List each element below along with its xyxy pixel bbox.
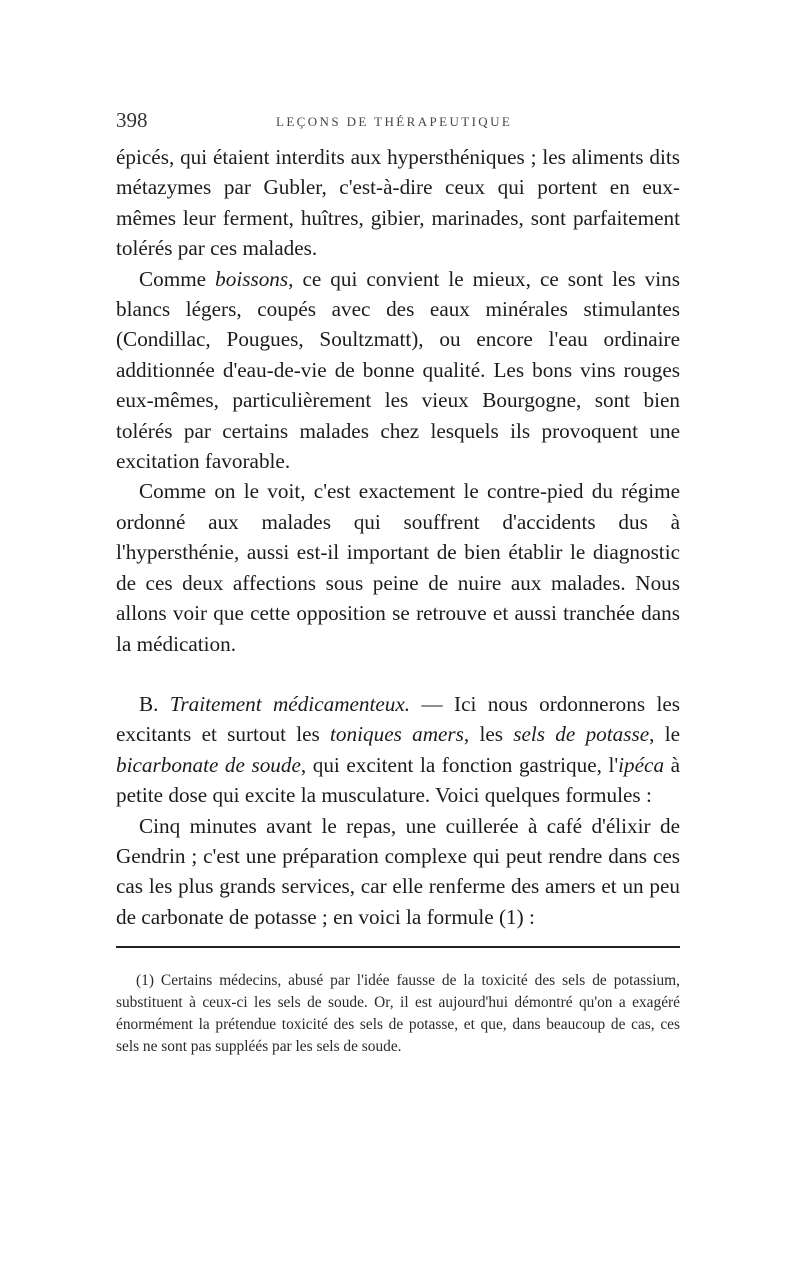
italic-term-ipeca: ipéca [618,752,665,777]
italic-term-toniques-amers: toniques amers [330,722,464,747]
page-number: 398 [116,108,148,132]
italic-term-sels-de-potasse: sels de potasse [513,722,650,747]
section-heading-italic: Traitement médicamenteux. [169,691,411,716]
section-gap [116,659,680,689]
text-run: à petite dose qui excite la musculature. Voici quelques formules : [116,752,680,808]
footnote-divider [116,946,680,948]
book-page [116,108,680,1057]
italic-term-bicarbonate: bicarbonate de soude [116,752,301,777]
italic-term-boissons: boissons [215,266,289,291]
text-run: Comme [139,266,216,291]
text-run: , le [649,722,680,747]
paragraph-boissons [116,264,680,477]
footnote-1: (1) Certains médecins, abusé par l'idée fausse de la toxicité des sels de potassium, substituent à ceux-ci les sels de soude. Or, il est aujourd'hui démontré qu'on a exagéré énormément la prétendue toxicité des sels de potasse, et que, dans beaucoup de cas, ces sels ne sont pas suppléés par les sels de soude. [116,972,680,1055]
paragraph-traitement-medicamenteux [116,689,680,811]
text-run: , ce qui convient le mieux, ce sont les vins blancs légers, coupés avec des eaux minérales stimulantes (Condillac, Pougues, Soultzmatt), ou encore l'eau ordinaire additionnée d'eau-de-vie de bonne qualité. Les bons vins rouges eux-mêmes, particulièrement les vieux Bourgogne, sont bien tolérés par certains malades chez lesquels ils provoquent une excitation favorable. [116,266,680,474]
paragraph-elixir-gendrin: Cinq minutes avant le repas, une cuillerée à café d'élixir de Gendrin ; c'est une préparation complexe qui peut rendre dans ces cas les plus grands services, car elle renferme des amers et un peu de carbonate de potasse ; en voici la formule (1) : [116,813,680,929]
paragraph-contre-pied: Comme on le voit, c'est exactement le contre-pied du régime ordonné aux malades qui souffrent d'accidents dus à l'hypersthénie, aussi est-il important de bien établir le diagnostic de ces deux affections sous peine de nuire aux malades. Nous allons voir que cette opposition se retrouve et aussi tranchée dans la médication. [116,479,680,656]
paragraph-continued: épicés, qui étaient interdits aux hypersthéniques ; les aliments dits métazymes par Gubler, c'est-à-dire ceux qui portent en eux-mêmes leur ferment, huîtres, gibier, marinades, sont parfaitement tolérés par ces malades. [116,145,680,261]
running-head [116,108,680,142]
text-run: — Ici nous ordonnerons les excitants et surtout les [116,691,680,747]
body-text [116,142,680,932]
text-run: , qui excitent la fonction gastrique, l' [300,752,619,777]
text-run: , les [463,722,514,747]
footnotes [116,970,680,1057]
section-letter: B. [139,691,170,716]
running-title: LEÇONS DE THÉRAPEUTIQUE [276,114,513,129]
